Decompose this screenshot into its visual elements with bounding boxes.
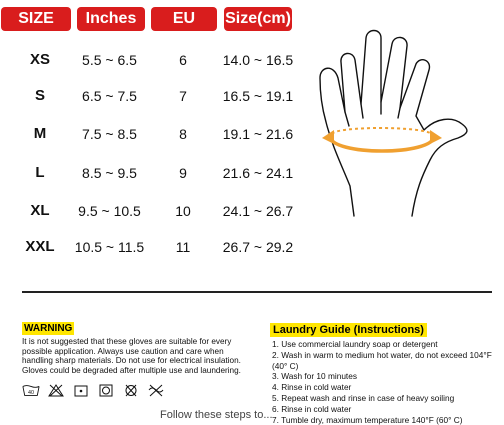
eu-size-cell: 6 — [179, 52, 187, 68]
laundry-step: 6. Rinse in cold water — [272, 403, 352, 414]
size-cell-s: S — [34, 87, 45, 104]
cm-cell: 19.1 ~ 21.6 — [222, 126, 294, 142]
header-size: SIZE — [1, 7, 71, 31]
warning-text: It is not suggested that these gloves are suitable for every possible application. Always use caution and care when handling sharp materials. Do not use for electrical insulation. Gloves could be degraded after multiple use and laundering. — [22, 337, 241, 375]
laundry-step: 3. Wash for 10 minutes — [272, 371, 358, 382]
laundry-title: Laundry Guide (Instructions) — [270, 323, 427, 337]
inches-cell: 5.5 ~ 6.5 — [82, 52, 137, 68]
laundry-step: 2. Wash in warm to medium hot water, do not exceed 104°F (40° C) — [272, 349, 492, 371]
cm-cell: 26.7 ~ 29.2 — [222, 239, 294, 255]
size-cell-xl: XL — [30, 202, 50, 219]
laundry-step: 4. Rinse in cold water — [272, 382, 352, 393]
size-cell-xs: XS — [29, 51, 50, 68]
warning-title: WARNING — [24, 323, 73, 334]
cm-cell: 21.6 ~ 24.1 — [222, 165, 294, 181]
size-cell-l: L — [35, 164, 45, 181]
header-size-cm: Size(cm) — [224, 7, 292, 31]
wash-40-icon — [22, 384, 40, 396]
wash-temp-label: 40 — [28, 389, 34, 396]
size-cell-xxl: XXL — [25, 238, 55, 255]
eu-size-cell: 9 — [179, 165, 187, 181]
footer-text: Follow these steps to... — [160, 409, 273, 421]
inches-cell: 10.5 ~ 11.5 — [74, 239, 145, 255]
iron-low-icon — [72, 384, 90, 396]
laundry-step: 1. Use commercial laundry soap or detergent — [272, 339, 438, 349]
eu-size-cell: 10 — [175, 203, 191, 219]
eu-size-cell: 11 — [175, 239, 191, 255]
laundry-step: 5. Repeat wash and rinse in case of heavy soiling — [272, 392, 455, 403]
laundry-step: 7. Tumble dry, maximum temperature 140°F (60° C) — [272, 414, 463, 425]
eu-size-cell: 8 — [179, 126, 187, 142]
tumble-dry-icon — [97, 384, 115, 396]
inches-cell: 8.5 ~ 9.5 — [82, 165, 137, 181]
measurement-band — [322, 128, 442, 151]
hand-measurement-illustration — [312, 18, 492, 233]
inches-cell: 9.5 ~ 10.5 — [78, 203, 141, 219]
inches-cell: 7.5 ~ 8.5 — [82, 126, 137, 142]
cm-cell: 24.1 ~ 26.7 — [222, 203, 294, 219]
laundry-steps — [272, 339, 502, 425]
cm-cell: 16.5 ~ 19.1 — [222, 88, 294, 104]
do-not-wring-icon — [147, 384, 165, 396]
inches-cell: 6.5 ~ 7.5 — [82, 88, 137, 104]
section-divider — [22, 291, 492, 293]
size-cell-m: M — [33, 125, 47, 142]
header-eu-sizes: EU Sizes — [151, 7, 217, 31]
header-inches: Inches — [77, 7, 145, 31]
care-symbols-row — [22, 384, 165, 396]
eu-size-cell: 7 — [179, 88, 187, 104]
no-dry-clean-icon — [122, 384, 140, 396]
cm-cell: 14.0 ~ 16.5 — [222, 52, 294, 68]
no-bleach-icon — [47, 384, 65, 396]
